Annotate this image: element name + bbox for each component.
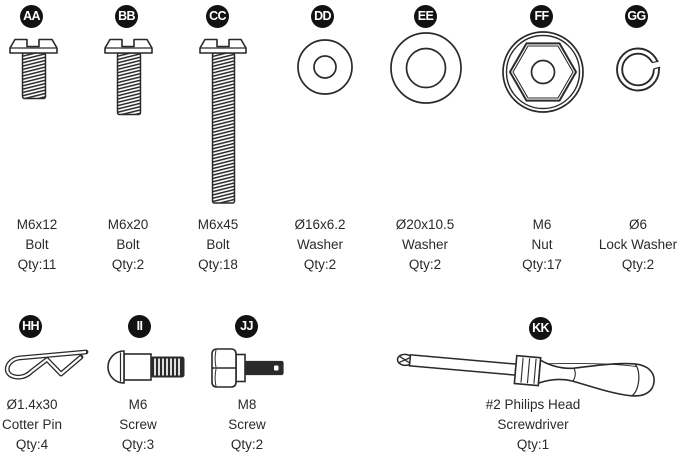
- part-kk-label: [453, 395, 613, 455]
- bolt-m6x45-icon: [199, 36, 249, 206]
- part-jj-name: Screw: [228, 417, 266, 432]
- part-ff-badge: FF: [530, 5, 553, 28]
- part-gg-name: Lock Washer: [598, 237, 678, 252]
- part-gg-spec: Ø6: [628, 217, 647, 232]
- part-jj-label: [192, 395, 302, 455]
- part-hh-name: Cotter Pin: [1, 417, 63, 432]
- part-ee-qty: Qty:2: [408, 257, 442, 272]
- part-ee-name: Washer: [401, 237, 448, 252]
- washer-20-icon: [389, 31, 463, 105]
- bolt-m6x20-icon: [103, 36, 155, 118]
- part-cc-label: [163, 215, 273, 275]
- part-bb-name: Bolt: [116, 237, 140, 252]
- part-bb-badge: BB: [115, 5, 138, 28]
- part-aa-qty: Qty:11: [17, 257, 57, 272]
- part-bb-qty: Qty:2: [111, 257, 145, 272]
- part-dd-label: [265, 215, 375, 275]
- nut-m6-icon: [501, 30, 585, 114]
- part-hh-label: [0, 395, 87, 455]
- part-ff-spec: M6: [532, 217, 552, 232]
- screw-m6-icon: [98, 349, 188, 387]
- part-gg-badge: GG: [625, 5, 648, 28]
- part-jj-spec: M8: [237, 397, 257, 412]
- part-gg-qty: Qty:2: [621, 257, 655, 272]
- part-dd-spec: Ø16x6.2: [294, 217, 346, 232]
- cotter-pin-icon: [3, 345, 89, 387]
- part-ff-qty: Qty:17: [522, 257, 562, 272]
- part-ee-label: [370, 215, 480, 275]
- part-hh-spec: Ø1.4x30: [6, 397, 58, 412]
- part-kk-spec: #2 Philips Head: [485, 397, 581, 412]
- screwdriver-icon: [396, 342, 658, 402]
- bolt-m6x12-icon: [8, 36, 62, 102]
- part-aa-name: Bolt: [25, 237, 49, 252]
- part-kk-badge: KK: [529, 317, 552, 340]
- part-ff-name: Nut: [531, 237, 553, 252]
- part-cc-qty: Qty:18: [198, 257, 238, 272]
- washer-16-icon: [296, 38, 354, 96]
- part-dd-badge: DD: [311, 5, 334, 28]
- screw-m8-icon: [206, 347, 288, 391]
- part-ii-badge: II: [128, 315, 151, 338]
- part-dd-name: Washer: [296, 237, 343, 252]
- part-aa-spec: M6x12: [16, 217, 58, 232]
- part-hh-qty: Qty:4: [15, 437, 49, 452]
- part-kk-name: Screwdriver: [497, 417, 569, 432]
- part-ii-qty: Qty:3: [121, 437, 155, 452]
- part-ff-label: [487, 215, 597, 275]
- part-kk-qty: Qty:1: [516, 437, 550, 452]
- part-ii-label: [83, 395, 193, 455]
- part-aa-badge: AA: [20, 5, 43, 28]
- part-cc-name: Bolt: [206, 237, 230, 252]
- part-ee-spec: Ø20x10.5: [395, 217, 455, 232]
- part-hh-badge: HH: [19, 315, 42, 338]
- part-dd-qty: Qty:2: [303, 257, 337, 272]
- part-ii-name: Screw: [119, 417, 157, 432]
- part-gg-label: [583, 215, 683, 275]
- lock-washer-icon: [615, 47, 662, 94]
- part-cc-spec: M6x45: [197, 217, 239, 232]
- part-jj-qty: Qty:2: [230, 437, 264, 452]
- part-ii-spec: M6: [128, 397, 148, 412]
- part-jj-badge: JJ: [235, 315, 258, 338]
- part-ee-badge: EE: [414, 5, 437, 28]
- part-cc-badge: CC: [206, 5, 229, 28]
- part-bb-spec: M6x20: [107, 217, 149, 232]
